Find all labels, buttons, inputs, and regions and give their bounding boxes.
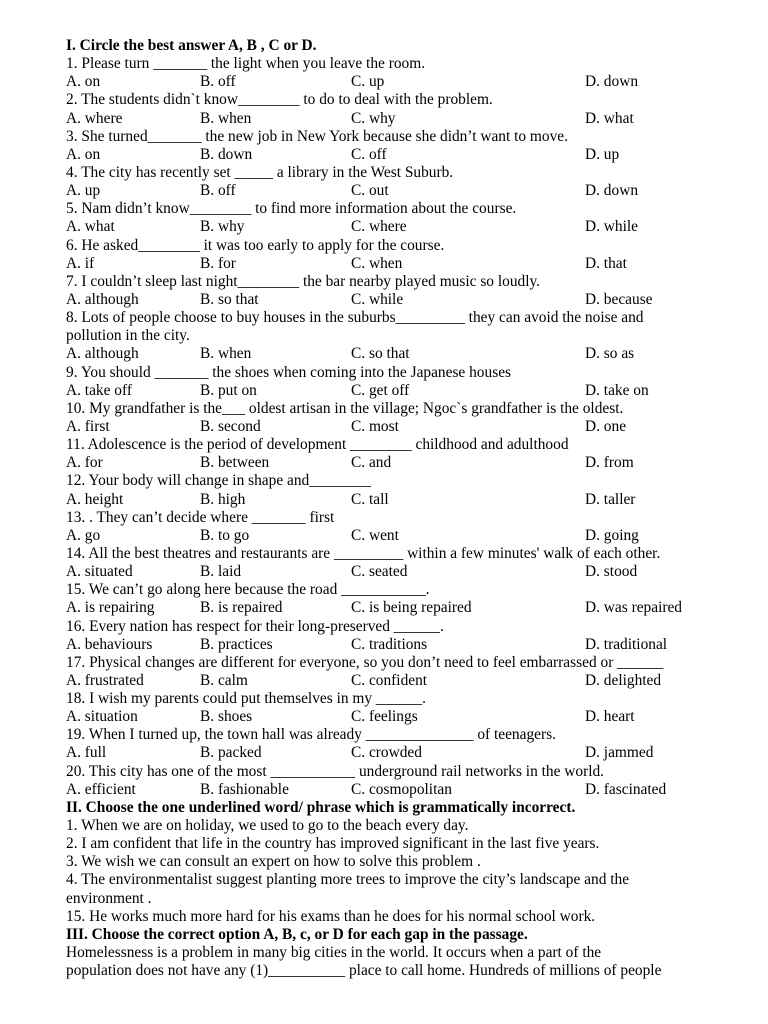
question-item: [66, 690, 728, 726]
option-a[interactable]: A. although: [66, 290, 139, 308]
question-item: [66, 726, 728, 762]
question-text: 3. She turned_______ the new job in New York because she didn’t want to move.: [66, 127, 568, 145]
option-a[interactable]: A. behaviours: [66, 635, 153, 653]
question-text: 5. Nam didn’t know________ to find more information about the course.: [66, 200, 517, 218]
option-a[interactable]: A. on: [66, 145, 101, 163]
answer-options: [66, 418, 728, 436]
option-a[interactable]: A. efficient: [66, 780, 136, 798]
error-sentence: 4. The environmentalist suggest planting more trees to improve the city’s landscape and the: [66, 871, 630, 889]
question-text: 11. Adolescence is the period of development ________ childhood and adulthood: [66, 436, 569, 454]
option-a[interactable]: A. take off: [66, 381, 132, 399]
question-text: 15. We can’t go along here because the road ___________.: [66, 581, 430, 599]
option-b[interactable]: B. so that: [200, 290, 259, 308]
question-item: [66, 654, 728, 690]
question-text: 9. You should _______ the shoes when coming into the Japanese houses: [66, 363, 512, 381]
option-d[interactable]: D. up: [585, 145, 620, 163]
option-b[interactable]: B. laid: [200, 563, 242, 581]
question-item: [66, 545, 728, 581]
answer-options: [66, 744, 728, 762]
question-text: 8. Lots of people choose to buy houses in the suburbs_________ they can avoid the noise and: [66, 309, 644, 327]
option-d[interactable]: D. jammed: [585, 744, 654, 762]
option-a[interactable]: A. height: [66, 490, 124, 508]
option-c[interactable]: C. and: [351, 454, 392, 472]
question-item: [66, 309, 728, 363]
answer-options: [66, 563, 728, 581]
option-c[interactable]: C. is being repaired: [351, 599, 472, 617]
question-item: [66, 436, 728, 472]
option-c[interactable]: C. off: [351, 145, 387, 163]
error-sentence: 3. We wish we can consult an expert on how to solve this problem .: [66, 853, 481, 871]
option-c[interactable]: C. feelings: [351, 708, 418, 726]
option-a[interactable]: A. up: [66, 182, 101, 200]
option-d[interactable]: D. while: [585, 218, 639, 236]
option-c[interactable]: C. crowded: [351, 744, 422, 762]
option-b[interactable]: B. off: [200, 73, 236, 91]
option-d[interactable]: D. delighted: [585, 671, 662, 689]
option-b[interactable]: B. is repaired: [200, 599, 283, 617]
question-item: [66, 273, 728, 309]
option-a[interactable]: A. first: [66, 417, 110, 435]
option-d[interactable]: D. from: [585, 454, 634, 472]
answer-options: [66, 491, 728, 509]
option-c[interactable]: C. where: [351, 218, 407, 236]
question-text: 16. Every nation has respect for their long-preserved ______.: [66, 617, 444, 635]
option-d[interactable]: D. take on: [585, 381, 649, 399]
option-b[interactable]: B. to go: [200, 526, 250, 544]
answer-options: [66, 599, 728, 617]
option-b[interactable]: B. put on: [200, 381, 257, 399]
answer-options: [66, 672, 728, 690]
error-sentence: 2. I am confident that life in the country has improved significant in the last five years.: [66, 835, 600, 853]
section3-heading: III. Choose the correct option A, B, c, or D for each gap in the passage.: [66, 925, 528, 943]
question-item: [66, 618, 728, 654]
question-text: 2. The students didn`t know________ to do to deal with the problem.: [66, 91, 493, 109]
option-d[interactable]: D. down: [585, 73, 639, 91]
question-item: [66, 509, 728, 545]
question-item: [66, 55, 728, 91]
passage-line: population does not have any (1)__________ place to call home. Hundreds of millions of people: [66, 962, 662, 980]
option-a[interactable]: A. situation: [66, 708, 138, 726]
option-c[interactable]: C. why: [351, 109, 396, 127]
answer-options: [66, 218, 728, 236]
section3-passage: [66, 944, 728, 980]
option-b[interactable]: B. practices: [200, 635, 273, 653]
section2-heading: II. Choose the one underlined word/ phrase which is grammatically incorrect.: [66, 798, 576, 816]
option-b[interactable]: B. between: [200, 454, 270, 472]
option-d[interactable]: D. down: [585, 182, 639, 200]
answer-options: [66, 382, 728, 400]
option-a[interactable]: A. is repairing: [66, 599, 155, 617]
question-text: 6. He asked________ it was too early to apply for the course.: [66, 236, 445, 254]
option-d[interactable]: D. so as: [585, 345, 635, 363]
option-d[interactable]: D. going: [585, 526, 639, 544]
option-c[interactable]: C. went: [351, 526, 399, 544]
option-c[interactable]: C. tall: [351, 490, 389, 508]
question-text: 7. I couldn’t sleep last night________ the bar nearby played music so loudly.: [66, 272, 541, 290]
question-text: 19. When I turned up, the town hall was already ______________ of teenagers.: [66, 726, 556, 744]
section1-question-list: [66, 55, 728, 799]
question-text: 17. Physical changes are different for everyone, so you don’t need to feel embarrassed or ______: [66, 653, 664, 671]
option-c[interactable]: C. seated: [351, 563, 408, 581]
option-c[interactable]: C. cosmopolitan: [351, 780, 452, 798]
option-b[interactable]: B. second: [200, 417, 261, 435]
option-a[interactable]: A. for: [66, 454, 103, 472]
answer-options: [66, 781, 728, 799]
option-a[interactable]: A. on: [66, 73, 101, 91]
question-text: 12. Your body will change in shape and________: [66, 472, 371, 490]
option-d[interactable]: D. heart: [585, 708, 635, 726]
question-item: [66, 364, 728, 400]
question-text: 20. This city has one of the most ___________ underground rail networks in the world.: [66, 762, 605, 780]
question-item: [66, 237, 728, 273]
answer-options: [66, 345, 728, 363]
option-a[interactable]: A. go: [66, 526, 101, 544]
option-d[interactable]: D. that: [585, 254, 627, 272]
option-c[interactable]: C. confident: [351, 671, 428, 689]
option-d[interactable]: D. traditional: [585, 635, 668, 653]
question-item: [66, 763, 728, 799]
option-d[interactable]: D. fascinated: [585, 780, 667, 798]
option-b[interactable]: B. when: [200, 109, 252, 127]
answer-options: [66, 182, 728, 200]
option-a[interactable]: A. although: [66, 345, 139, 363]
option-d[interactable]: D. because: [585, 290, 653, 308]
option-c[interactable]: C. when: [351, 254, 403, 272]
option-c[interactable]: C. while: [351, 290, 404, 308]
option-c[interactable]: C. so that: [351, 345, 410, 363]
option-a[interactable]: A. situated: [66, 563, 133, 581]
question-item: [66, 200, 728, 236]
question-text: 18. I wish my parents could put themselves in my ______.: [66, 690, 426, 708]
option-b[interactable]: B. fashionable: [200, 780, 289, 798]
error-sentence: environment .: [66, 889, 152, 907]
question-text: 14. All the best theatres and restaurants are _________ within a few minutes' walk of each other.: [66, 544, 661, 562]
answer-options: [66, 255, 728, 273]
question-item: [66, 128, 728, 164]
option-a[interactable]: A. if: [66, 254, 95, 272]
option-b[interactable]: B. calm: [200, 671, 248, 689]
question-item: [66, 164, 728, 200]
answer-options: [66, 708, 728, 726]
question-text: 4. The city has recently set _____ a library in the West Suburb.: [66, 163, 454, 181]
question-text: 13. . They can’t decide where _______ first: [66, 508, 335, 526]
question-item: [66, 91, 728, 127]
section2-sentence-list: [66, 817, 728, 926]
answer-options: [66, 454, 728, 472]
question-item: [66, 472, 728, 508]
option-c[interactable]: C. traditions: [351, 635, 428, 653]
option-b[interactable]: B. shoes: [200, 708, 253, 726]
option-b[interactable]: B. off: [200, 182, 236, 200]
option-b[interactable]: B. when: [200, 345, 252, 363]
option-d[interactable]: D. stood: [585, 563, 638, 581]
question-text: pollution in the city.: [66, 327, 190, 345]
option-d[interactable]: D. what: [585, 109, 634, 127]
option-b[interactable]: B. down: [200, 145, 253, 163]
answer-options: [66, 73, 728, 91]
answer-options: [66, 291, 728, 309]
question-text: 1. Please turn _______ the light when you leave the room.: [66, 55, 426, 73]
option-a[interactable]: A. what: [66, 218, 115, 236]
option-b[interactable]: B. packed: [200, 744, 262, 762]
option-c[interactable]: C. get off: [351, 381, 410, 399]
section1-heading: I. Circle the best answer A, B , C or D.: [66, 37, 317, 54]
question-text: 10. My grandfather is the___ oldest artisan in the village; Ngoc`s grandfather is the oldest.: [66, 399, 624, 417]
option-b[interactable]: B. why: [200, 218, 245, 236]
option-d[interactable]: D. one: [585, 417, 627, 435]
error-sentence: 1. When we are on holiday, we used to go to the beach every day.: [66, 817, 469, 835]
answer-options: [66, 146, 728, 164]
question-item: [66, 400, 728, 436]
option-c[interactable]: C. most: [351, 417, 399, 435]
question-item: [66, 581, 728, 617]
option-a[interactable]: A. where: [66, 109, 123, 127]
error-sentence: 15. He works much more hard for his exams than he does for his normal school work.: [66, 907, 596, 925]
option-d[interactable]: D. was repaired: [585, 599, 683, 617]
answer-options: [66, 636, 728, 654]
option-c[interactable]: C. out: [351, 182, 389, 200]
passage-line: Homelessness is a problem in many big cities in the world. It occurs when a part of the: [66, 944, 602, 962]
answer-options: [66, 527, 728, 545]
option-c[interactable]: C. up: [351, 73, 385, 91]
option-a[interactable]: A. frustrated: [66, 671, 144, 689]
answer-options: [66, 110, 728, 128]
option-a[interactable]: A. full: [66, 744, 107, 762]
option-b[interactable]: B. high: [200, 490, 246, 508]
option-d[interactable]: D. taller: [585, 490, 636, 508]
option-b[interactable]: B. for: [200, 254, 236, 272]
